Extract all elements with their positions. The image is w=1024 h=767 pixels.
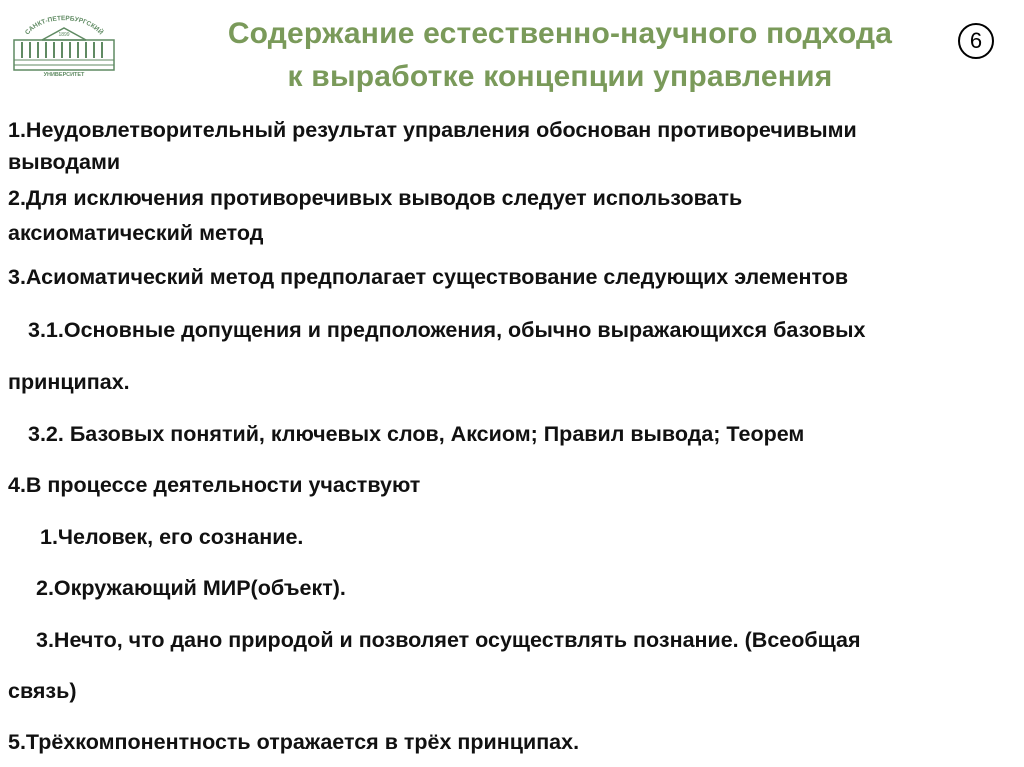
svg-text:УНИВЕРСИТЕТ: УНИВЕРСИТЕТ xyxy=(43,72,85,78)
item-3-2: 3.2. Базовых понятий, ключевых слов, Аксиом; Правил вывода; Теорем xyxy=(28,422,805,446)
item-4: 4.В процессе деятельности участвуют xyxy=(8,473,421,497)
item-3-1-line-2: принципах. xyxy=(8,370,130,394)
item-5: 5.Трёхкомпонентность отражается в трёх принципах. xyxy=(8,730,580,754)
slide-title xyxy=(160,12,960,98)
university-logo xyxy=(8,8,120,80)
slide-title-line-1: Содержание естественно-научного подхода xyxy=(227,17,893,50)
svg-text:1899: 1899 xyxy=(58,32,70,38)
svg-text:САНКТ-ПЕТЕРБУРГСКИЙ: САНКТ-ПЕТЕРБУРГСКИЙ xyxy=(23,15,105,37)
slide-title-line-2: к выработке концепции управления xyxy=(287,60,833,93)
item-2-line-1: 2.Для исключения противоречивых выводов следует использовать xyxy=(8,186,743,210)
item-3: 3.Асиоматический метод предполагает существование следующих элементов xyxy=(8,265,849,289)
slide-number-badge: 6 xyxy=(958,23,994,59)
item-1-line-1: 1.Неудовлетворительный результат управления обоснован противоречивыми xyxy=(8,118,857,142)
item-4-2: 2.Окружающий МИР(объект). xyxy=(36,576,346,600)
item-4-3-line-1: 3.Нечто, что дано природой и позволяет осуществлять познание. (Всеобщая xyxy=(36,628,861,652)
item-4-3-line-2: связь) xyxy=(8,679,77,703)
item-4-1: 1.Человек, его сознание. xyxy=(40,525,304,549)
university-emblem-icon xyxy=(8,8,120,80)
item-2-line-2: аксиоматический метод xyxy=(8,221,264,245)
item-3-1-line-1: 3.1.Основные допущения и предположения, обычно выражающихся базовых xyxy=(28,318,866,342)
item-1-line-2: выводами xyxy=(8,150,121,174)
